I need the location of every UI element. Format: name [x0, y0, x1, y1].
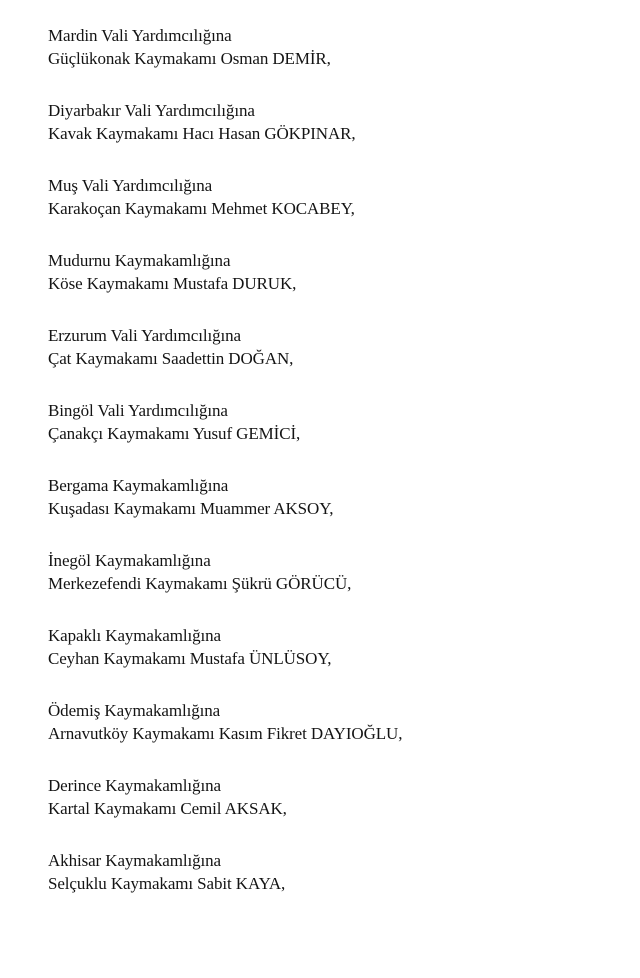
- appointment-entry: [48, 249, 618, 324]
- appointee-line: Güçlükonak Kaymakamı Osman DEMİR,: [48, 49, 331, 68]
- destination-post: Kapaklı Kaymakamlığına: [48, 626, 221, 645]
- destination-post: Mardin Vali Yardımcılığına: [48, 26, 232, 45]
- appointment-entry: [48, 399, 618, 474]
- appointment-entry: [48, 174, 618, 249]
- destination-post: Diyarbakır Vali Yardımcılığına: [48, 101, 255, 120]
- appointment-entry: [48, 24, 618, 99]
- appointment-entry: [48, 474, 618, 549]
- appointee-line: Arnavutköy Kaymakamı Kasım Fikret DAYIOĞLU,: [48, 724, 403, 743]
- appointee-line: Merkezefendi Kaymakamı Şükrü GÖRÜCÜ,: [48, 574, 352, 593]
- appointee-line: Köse Kaymakamı Mustafa DURUK,: [48, 274, 297, 293]
- destination-post: Muş Vali Yardımcılığına: [48, 176, 213, 195]
- appointee-line: Selçuklu Kaymakamı Sabit KAYA,: [48, 874, 286, 893]
- appointment-entry: [48, 324, 618, 399]
- appointment-entry: [48, 774, 618, 849]
- appointee-line: Çanakçı Kaymakamı Yusuf GEMİCİ,: [48, 424, 301, 443]
- destination-post: Bergama Kaymakamlığına: [48, 476, 229, 495]
- appointee-line: Kuşadası Kaymakamı Muammer AKSOY,: [48, 499, 334, 518]
- appointment-entry: [48, 549, 618, 624]
- appointment-entry: [48, 99, 618, 174]
- appointee-line: Ceyhan Kaymakamı Mustafa ÜNLÜSOY,: [48, 649, 332, 668]
- destination-post: Erzurum Vali Yardımcılığına: [48, 326, 241, 345]
- appointee-line: Karakoçan Kaymakamı Mehmet KOCABEY,: [48, 199, 355, 218]
- destination-post: Mudurnu Kaymakamlığına: [48, 251, 231, 270]
- appointment-list: [48, 24, 618, 924]
- appointee-line: Kavak Kaymakamı Hacı Hasan GÖKPINAR,: [48, 124, 356, 143]
- destination-post: Bingöl Vali Yardımcılığına: [48, 401, 228, 420]
- destination-post: İnegöl Kaymakamlığına: [48, 551, 211, 570]
- appointee-line: Çat Kaymakamı Saadettin DOĞAN,: [48, 349, 294, 368]
- appointment-entry: [48, 624, 618, 699]
- appointment-entry: [48, 849, 618, 924]
- destination-post: Derince Kaymakamlığına: [48, 776, 221, 795]
- appointee-line: Kartal Kaymakamı Cemil AKSAK,: [48, 799, 287, 818]
- appointment-entry: [48, 699, 618, 774]
- destination-post: Akhisar Kaymakamlığına: [48, 851, 221, 870]
- destination-post: Ödemiş Kaymakamlığına: [48, 701, 221, 720]
